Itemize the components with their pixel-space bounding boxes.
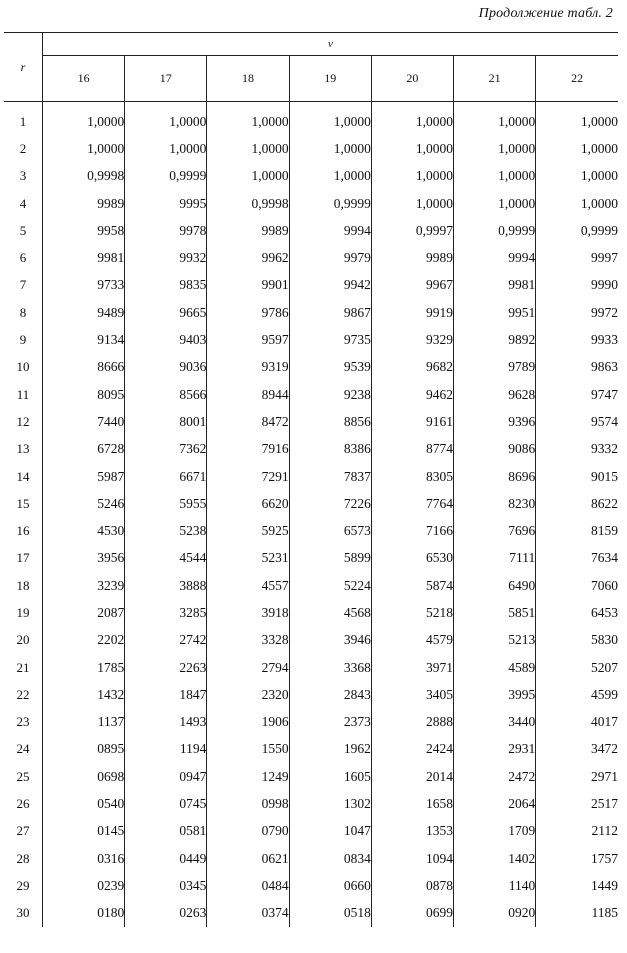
table-cell: 1493 xyxy=(125,709,207,736)
table-row xyxy=(4,818,618,845)
row-number: 12 xyxy=(4,408,43,435)
table-row xyxy=(4,681,618,708)
column-header: 16 xyxy=(43,56,125,102)
row-label-header: r xyxy=(4,33,43,102)
table-row xyxy=(4,763,618,790)
table-cell: 9396 xyxy=(454,408,536,435)
table-cell: 9932 xyxy=(125,244,207,271)
row-number: 20 xyxy=(4,627,43,654)
table-row xyxy=(4,517,618,544)
table-cell: 3995 xyxy=(454,681,536,708)
table-cell: 2263 xyxy=(125,654,207,681)
table-cell: 1,0000 xyxy=(454,163,536,190)
table-cell: 8944 xyxy=(207,381,289,408)
table-cell: 9995 xyxy=(125,190,207,217)
table-cell: 9332 xyxy=(536,436,618,463)
table-cell: 4599 xyxy=(536,681,618,708)
table-cell: 1,0000 xyxy=(289,135,371,162)
table-cell: 9994 xyxy=(289,217,371,244)
table-cell: 1,0000 xyxy=(536,163,618,190)
table-cell: 1449 xyxy=(536,872,618,899)
table-cell: 0878 xyxy=(371,872,453,899)
table-cell: 0449 xyxy=(125,845,207,872)
table-cell: 0,9999 xyxy=(125,163,207,190)
table-cell: 1353 xyxy=(371,818,453,845)
table-cell: 5955 xyxy=(125,490,207,517)
table-cell: 1185 xyxy=(536,900,618,927)
table-cell: 5213 xyxy=(454,627,536,654)
table-cell: 9238 xyxy=(289,381,371,408)
table-cell: 9036 xyxy=(125,354,207,381)
table-cell: 2472 xyxy=(454,763,536,790)
row-number: 28 xyxy=(4,845,43,872)
table-cell: 8774 xyxy=(371,436,453,463)
table-cell: 2931 xyxy=(454,736,536,763)
table-cell: 9981 xyxy=(97,250,125,266)
table-cell: 0834 xyxy=(289,845,371,872)
table-cell: 9086 xyxy=(454,436,536,463)
table-cell: 0,9999 xyxy=(454,217,536,244)
column-header: 17 xyxy=(125,56,207,102)
table-cell: 2794 xyxy=(207,654,289,681)
table-cell: 4557 xyxy=(207,572,289,599)
table-cell: 0790 xyxy=(207,818,289,845)
table-cell: 0239 xyxy=(97,877,125,893)
table-cell: 2843 xyxy=(289,681,371,708)
table-cell: 8566 xyxy=(125,381,207,408)
table-cell: 1,0000 xyxy=(207,102,289,136)
table-cell: 9990 xyxy=(536,272,618,299)
row-number: 5 xyxy=(4,217,43,244)
table-cell: 9901 xyxy=(207,272,289,299)
table-cell: 1,0000 xyxy=(87,113,125,129)
table-row xyxy=(4,900,618,927)
table-cell: 7837 xyxy=(289,463,371,490)
table-cell: 0947 xyxy=(125,763,207,790)
table-cell: 1,0000 xyxy=(87,140,125,156)
table-cell: 8472 xyxy=(207,408,289,435)
table-cell: 9997 xyxy=(536,244,618,271)
table-cell: 0621 xyxy=(207,845,289,872)
table-cell: 9015 xyxy=(536,463,618,490)
table-row xyxy=(4,135,618,162)
table-cell: 1,0000 xyxy=(371,102,453,136)
column-header: 18 xyxy=(207,56,289,102)
table-cell: 9539 xyxy=(289,354,371,381)
table-cell: 2064 xyxy=(454,790,536,817)
table-cell: 9979 xyxy=(289,244,371,271)
table-cell: 3946 xyxy=(289,627,371,654)
table-row xyxy=(4,299,618,326)
table-cell: 9489 xyxy=(97,304,125,320)
table-cell: 1,0000 xyxy=(371,190,453,217)
table-cell: 9919 xyxy=(371,299,453,326)
table-cell: 9863 xyxy=(536,354,618,381)
table-cell: 1605 xyxy=(289,763,371,790)
table-cell: 3888 xyxy=(125,572,207,599)
table-cell: 1,0000 xyxy=(207,163,289,190)
table-cell: 8230 xyxy=(454,490,536,517)
table-cell: 0895 xyxy=(97,741,125,757)
table-row xyxy=(4,490,618,517)
table-cell: 6490 xyxy=(454,572,536,599)
table-cell: 0,9997 xyxy=(371,217,453,244)
table-row xyxy=(4,790,618,817)
table-cell: 5238 xyxy=(125,517,207,544)
table-cell: 0316 xyxy=(97,850,125,866)
row-number: 11 xyxy=(4,381,43,408)
table-cell: 3440 xyxy=(454,709,536,736)
table-cell: 8095 xyxy=(97,386,125,402)
table-cell: 0660 xyxy=(289,872,371,899)
table-cell: 9989 xyxy=(97,195,125,211)
table-cell: 1658 xyxy=(371,790,453,817)
table-cell: 1,0000 xyxy=(536,102,618,136)
table-cell: 0581 xyxy=(125,818,207,845)
table-cell: 1709 xyxy=(454,818,536,845)
table-cell: 0,9999 xyxy=(536,217,618,244)
table-cell: 5851 xyxy=(454,599,536,626)
table-cell: 4530 xyxy=(97,523,125,539)
table-cell: 0518 xyxy=(289,900,371,927)
table-cell: 7166 xyxy=(371,517,453,544)
row-number: 15 xyxy=(4,490,43,517)
row-number: 18 xyxy=(4,572,43,599)
table-cell: 1047 xyxy=(289,818,371,845)
table-cell: 8666 xyxy=(97,359,125,375)
table-cell: 1,0000 xyxy=(125,102,207,136)
table-cell: 8386 xyxy=(289,436,371,463)
table-caption: Продолжение табл. 2 xyxy=(478,6,613,21)
row-number: 27 xyxy=(4,818,43,845)
table-cell: 9981 xyxy=(454,272,536,299)
table-cell: 0,9998 xyxy=(207,190,289,217)
table-cell: 2320 xyxy=(207,681,289,708)
table-cell: 7111 xyxy=(454,545,536,572)
table-cell: 8001 xyxy=(125,408,207,435)
column-header: 20 xyxy=(371,56,453,102)
table-cell: 3971 xyxy=(371,654,453,681)
probability-table xyxy=(4,32,618,927)
row-number: 25 xyxy=(4,763,43,790)
table-cell: 1757 xyxy=(536,845,618,872)
table-cell: 2087 xyxy=(97,604,125,620)
table-cell: 9682 xyxy=(371,354,453,381)
table-row xyxy=(4,102,618,136)
header-row-columns xyxy=(4,56,618,102)
table-cell: 9786 xyxy=(207,299,289,326)
table-cell: 3956 xyxy=(97,550,125,566)
table-row xyxy=(4,163,618,190)
table-cell: 1,0000 xyxy=(289,163,371,190)
table-cell: 1402 xyxy=(454,845,536,872)
column-header: 19 xyxy=(289,56,371,102)
table-cell: 4568 xyxy=(289,599,371,626)
table-cell: 9574 xyxy=(536,408,618,435)
row-number: 8 xyxy=(4,299,43,326)
table-cell: 8856 xyxy=(289,408,371,435)
table-cell: 1,0000 xyxy=(371,135,453,162)
table-cell: 9867 xyxy=(289,299,371,326)
table-cell: 0484 xyxy=(207,872,289,899)
row-number: 23 xyxy=(4,709,43,736)
table-row xyxy=(4,599,618,626)
table-cell: 0699 xyxy=(371,900,453,927)
header-row-group xyxy=(4,33,618,56)
table-cell: 6671 xyxy=(125,463,207,490)
row-number: 6 xyxy=(4,244,43,271)
table-cell: 9161 xyxy=(371,408,453,435)
table-cell: 9329 xyxy=(371,326,453,353)
row-number: 30 xyxy=(4,900,43,927)
table-cell: 2202 xyxy=(97,632,125,648)
table-cell: 5218 xyxy=(371,599,453,626)
table-row xyxy=(4,381,618,408)
table-cell: 9733 xyxy=(97,277,125,293)
table-cell: 1137 xyxy=(97,714,125,730)
table-cell: 7696 xyxy=(454,517,536,544)
table-cell: 6620 xyxy=(207,490,289,517)
table-cell: 5987 xyxy=(97,468,125,484)
table-cell: 0145 xyxy=(97,823,125,839)
table-cell: 1962 xyxy=(289,736,371,763)
table-cell: 0,9999 xyxy=(289,190,371,217)
table-cell: 2014 xyxy=(371,763,453,790)
table-row xyxy=(4,190,618,217)
table-cell: 3472 xyxy=(536,736,618,763)
table-cell: 0920 xyxy=(454,900,536,927)
table-cell: 9978 xyxy=(125,217,207,244)
table-row xyxy=(4,872,618,899)
row-number: 4 xyxy=(4,190,43,217)
table-row xyxy=(4,463,618,490)
table-cell: 0,9998 xyxy=(87,168,125,184)
table-cell: 2112 xyxy=(536,818,618,845)
table-cell: 9962 xyxy=(207,244,289,271)
table-cell: 9403 xyxy=(125,326,207,353)
table-cell: 9958 xyxy=(97,222,125,238)
table-cell: 9735 xyxy=(289,326,371,353)
table-row xyxy=(4,845,618,872)
table-cell: 8305 xyxy=(371,463,453,490)
table-cell: 5925 xyxy=(207,517,289,544)
row-number: 2 xyxy=(4,135,43,162)
table-cell: 9967 xyxy=(371,272,453,299)
table-row xyxy=(4,408,618,435)
table-cell: 9134 xyxy=(97,332,125,348)
table-cell: 7764 xyxy=(371,490,453,517)
table-cell: 4579 xyxy=(371,627,453,654)
table-cell: 1432 xyxy=(97,686,125,702)
table-cell: 7634 xyxy=(536,545,618,572)
table-cell: 3918 xyxy=(207,599,289,626)
table-cell: 7226 xyxy=(289,490,371,517)
table-cell: 1,0000 xyxy=(454,135,536,162)
table-cell: 3368 xyxy=(289,654,371,681)
table-cell: 2517 xyxy=(536,790,618,817)
table-cell: 0374 xyxy=(207,900,289,927)
table-cell: 4017 xyxy=(536,709,618,736)
table-row xyxy=(4,736,618,763)
table-cell: 0345 xyxy=(125,872,207,899)
table-cell: 2971 xyxy=(536,763,618,790)
row-number: 17 xyxy=(4,545,43,572)
table-cell: 9933 xyxy=(536,326,618,353)
table-cell: 4589 xyxy=(454,654,536,681)
table-cell: 7060 xyxy=(536,572,618,599)
row-number: 16 xyxy=(4,517,43,544)
table-cell: 0540 xyxy=(97,796,125,812)
table-cell: 1094 xyxy=(371,845,453,872)
table-cell: 4544 xyxy=(125,545,207,572)
table-cell: 9951 xyxy=(454,299,536,326)
table-cell: 1847 xyxy=(125,681,207,708)
table-row xyxy=(4,436,618,463)
table-cell: 9835 xyxy=(125,272,207,299)
table-cell: 9597 xyxy=(207,326,289,353)
table-cell: 1,0000 xyxy=(454,102,536,136)
table-cell: 9892 xyxy=(454,326,536,353)
nu-group-header: ν xyxy=(43,33,619,56)
table-cell: 1,0000 xyxy=(207,135,289,162)
column-header: 22 xyxy=(536,56,618,102)
table-cell: 1249 xyxy=(207,763,289,790)
table-cell: 0745 xyxy=(125,790,207,817)
table-cell: 9665 xyxy=(125,299,207,326)
row-number: 14 xyxy=(4,463,43,490)
table-cell: 0698 xyxy=(97,768,125,784)
table-cell: 5874 xyxy=(371,572,453,599)
row-number: 21 xyxy=(4,654,43,681)
table-cell: 6453 xyxy=(536,599,618,626)
table-cell: 3328 xyxy=(207,627,289,654)
table-cell: 2888 xyxy=(371,709,453,736)
table-cell: 5207 xyxy=(536,654,618,681)
table-cell: 3285 xyxy=(125,599,207,626)
table-row xyxy=(4,654,618,681)
table-cell: 6728 xyxy=(97,441,125,457)
row-number: 26 xyxy=(4,790,43,817)
row-number: 24 xyxy=(4,736,43,763)
table-cell: 9989 xyxy=(207,217,289,244)
row-number: 13 xyxy=(4,436,43,463)
table-cell: 5246 xyxy=(97,495,125,511)
row-number: 9 xyxy=(4,326,43,353)
table-cell: 7362 xyxy=(125,436,207,463)
table-cell: 8622 xyxy=(536,490,618,517)
table-row xyxy=(4,627,618,654)
table-cell: 9462 xyxy=(371,381,453,408)
table-body xyxy=(4,102,618,927)
table-row xyxy=(4,572,618,599)
table-cell: 6573 xyxy=(289,517,371,544)
table-cell: 0180 xyxy=(97,905,125,921)
table-cell: 1194 xyxy=(125,736,207,763)
table-cell: 1140 xyxy=(454,872,536,899)
table-cell: 8696 xyxy=(454,463,536,490)
table-cell: 1,0000 xyxy=(371,163,453,190)
row-number: 10 xyxy=(4,354,43,381)
table-cell: 1,0000 xyxy=(454,190,536,217)
table-cell: 1,0000 xyxy=(289,102,371,136)
table-cell: 9789 xyxy=(454,354,536,381)
table-cell: 1906 xyxy=(207,709,289,736)
table-cell: 6530 xyxy=(371,545,453,572)
table-row xyxy=(4,354,618,381)
row-number: 3 xyxy=(4,163,43,190)
table-cell: 8159 xyxy=(536,517,618,544)
table-cell: 2742 xyxy=(125,627,207,654)
table-row xyxy=(4,545,618,572)
row-number: 1 xyxy=(4,102,43,136)
table-cell: 0998 xyxy=(207,790,289,817)
table-cell: 0263 xyxy=(125,900,207,927)
table-cell: 2424 xyxy=(371,736,453,763)
table-cell: 3239 xyxy=(97,577,125,593)
table-cell: 5224 xyxy=(289,572,371,599)
table-cell: 1,0000 xyxy=(536,135,618,162)
table-cell: 3405 xyxy=(371,681,453,708)
row-number: 29 xyxy=(4,872,43,899)
table-cell: 9628 xyxy=(454,381,536,408)
table-cell: 1302 xyxy=(289,790,371,817)
table-cell: 2373 xyxy=(289,709,371,736)
table-cell: 7291 xyxy=(207,463,289,490)
table-row xyxy=(4,217,618,244)
column-header: 21 xyxy=(454,56,536,102)
table-cell: 1550 xyxy=(207,736,289,763)
table-cell: 9319 xyxy=(207,354,289,381)
row-number: 22 xyxy=(4,681,43,708)
table-cell: 1,0000 xyxy=(125,135,207,162)
table-cell: 9972 xyxy=(536,299,618,326)
table-cell: 5830 xyxy=(536,627,618,654)
table-cell: 7440 xyxy=(97,413,125,429)
table-row xyxy=(4,272,618,299)
table-cell: 9994 xyxy=(454,244,536,271)
row-number: 19 xyxy=(4,599,43,626)
table-row xyxy=(4,244,618,271)
table-cell: 5231 xyxy=(207,545,289,572)
row-number: 7 xyxy=(4,272,43,299)
table-cell: 9942 xyxy=(289,272,371,299)
table-cell: 1785 xyxy=(97,659,125,675)
table-cell: 9989 xyxy=(371,244,453,271)
table-cell: 7916 xyxy=(207,436,289,463)
table-row xyxy=(4,709,618,736)
table-row xyxy=(4,326,618,353)
table-cell: 5899 xyxy=(289,545,371,572)
table-cell: 1,0000 xyxy=(536,190,618,217)
table-cell: 9747 xyxy=(536,381,618,408)
